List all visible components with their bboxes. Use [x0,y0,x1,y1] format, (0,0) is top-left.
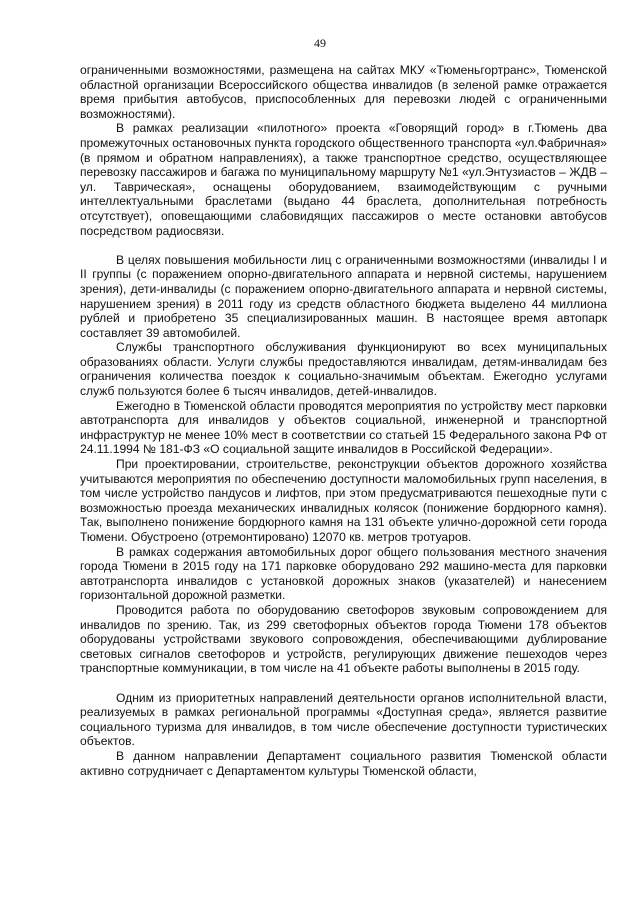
paragraph: В рамках содержания автомобильных дорог общего пользования местного значения города Тюмени в 2015 году на 171 парковке оборудовано 292 машино-места для парковки автотранспорта инвалидов с установкой дорожных знаков (указателей) и нанесением горизонтальной дорожной разметки. [80,544,607,603]
page-number: 49 [314,36,326,50]
paragraph: В рамках реализации «пилотного» проекта «Говорящий город» в г.Тюмень два промежуточных остановочных пункта городского общественного транспорта «ул.Фабричная» (в прямом и обратном направлениях), а также транспортное средство, осуществляющее перевозку пассажиров и багажа по муниципальному маршруту №1 «ул.Энтузиастов – ЖДВ – ул. Таврическая», оснащены оборудованием, взаимодействующим с ручными интеллектуальными браслетами (выдано 44 браслета, дополнительная потребность отсутствует), оповещающими слабовидящих пассажиров о месте остановки автобусов посредством радиосвязи. [80,121,607,238]
body-text [80,63,607,778]
paragraph: Ежегодно в Тюменской области проводятся мероприятия по устройству мест парковки автотранспорта для инвалидов у объектов социальной, инженерной и транспортной инфраструктур не менее 10% мест в соответствии со статьей 15 Федерального закона РФ от 24.11.1994 № 181-ФЗ «О социальной защите инвалидов в Российской Федерации». [80,398,607,457]
paragraph: Службы транспортного обслуживания функционируют во всех муниципальных образованиях области. Услуги службы предоставляются инвалидам, детям-инвалидам без ограничения количества поездок к социально-значимым объектам. Ежегодно услугами служб пользуются более 6 тысяч инвалидов, детей-инвалидов. [80,340,607,399]
paragraph: Проводится работа по оборудованию светофоров звуковым сопровождением для инвалидов по зрению. Так, из 299 светофорных объектов города Тюмени 178 объектов оборудованы устройствами звукового сопровождения, обеспечивающими дублирование световых сигналов светофоров и устройств, регулирующих движение пешеходов через транспортные коммуникации, в том числе на 41 объекте работы выполнены в 2015 году. [80,602,607,676]
paragraph-spacer [80,676,607,691]
paragraph: В данном направлении Департамент социального развития Тюменской области активно сотрудничает с Департаментом культуры Тюменской области, [80,748,607,778]
paragraph: При проектировании, строительстве, реконструкции объектов дорожного хозяйства учитываются мероприятия по обеспечению доступности маломобильных групп населения, в том числе устройство пандусов и лифтов, при этом предусматриваются пешеходные пути с возможностью проезда механических инвалидных колясок (понижение бордюрного камня). Так, выполнено понижение бордюрного камня на 131 объекте улично-дорожной сети города Тюмени. Обустроено (отремонтировано) 12070 кв. метров тротуаров. [80,457,607,544]
paragraph: ограниченными возможностями, размещена на сайтах МКУ «Тюменьгортранс», Тюменской областной организации Всероссийского общества инвалидов (в зеленой рамке отражается время прибытия автобусов, приспособленных для перевозки людей с ограниченными возможностями). [80,63,607,121]
paragraph: В целях повышения мобильности лиц с ограниченными возможностями (инвалиды I и II группы (с поражением опорно-двигательного аппарата и нервной системы, нарушением зрения), дети-инвалиды (с поражением опорно-двигательного аппарата и нервной системы, нарушением зрения) в 2011 году из средств областного бюджета выделено 44 миллиона рублей и приобретено 35 специализированных машин. В настоящее время автопарк составляет 39 автомобилей. [80,252,607,340]
paragraph-spacer [80,238,607,253]
paragraph: Одним из приоритетных направлений деятельности органов исполнительной власти, реализуемых в рамках региональной программы «Доступная среда», является развитие социального туризма для инвалидов, в том числе обеспечение доступности туристических объектов. [80,690,607,749]
